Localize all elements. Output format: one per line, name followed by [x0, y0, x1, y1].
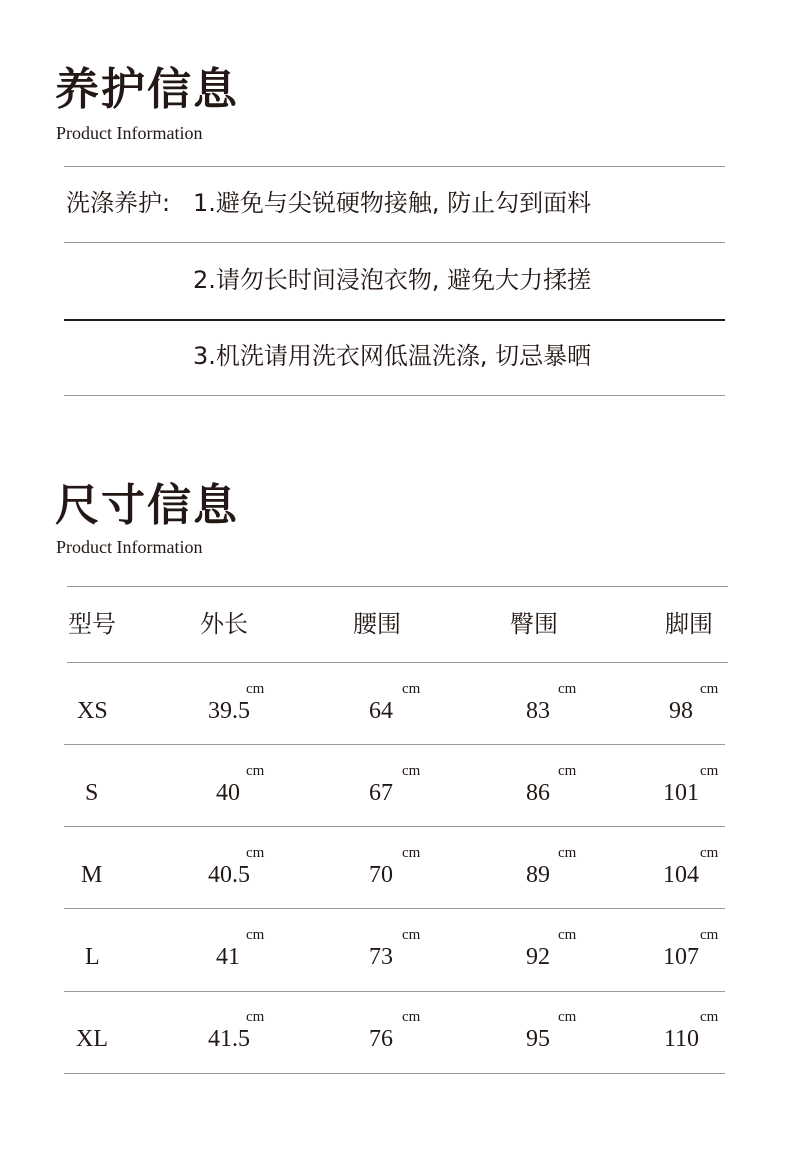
hem-value: 101 — [663, 780, 699, 806]
hip-value: 92 — [526, 944, 550, 970]
unit-label: cm — [700, 681, 719, 697]
unit-label: cm — [700, 845, 719, 861]
length-value: 39.5 — [208, 698, 250, 724]
unit-label: cm — [700, 763, 719, 779]
waist-value: 64 — [369, 698, 393, 724]
unit-label: cm — [246, 1009, 265, 1025]
hip-value: 89 — [526, 862, 550, 888]
unit-label: cm — [700, 1009, 719, 1025]
waist-value: 76 — [369, 1026, 393, 1052]
unit-label: cm — [402, 681, 421, 697]
unit-label: cm — [700, 927, 719, 943]
unit-label: cm — [246, 681, 265, 697]
unit-label: cm — [246, 845, 265, 861]
hem-value: 110 — [663, 1026, 699, 1052]
care-title: 养护信息 — [55, 64, 239, 115]
size-label: L — [85, 944, 100, 970]
length-value: 41 — [216, 944, 240, 970]
unit-label: cm — [246, 927, 265, 943]
row-divider — [64, 826, 725, 827]
unit-label: cm — [558, 681, 577, 697]
hip-value: 86 — [526, 780, 550, 806]
hem-value: 107 — [663, 944, 699, 970]
unit-label: cm — [558, 845, 577, 861]
waist-value: 67 — [369, 780, 393, 806]
length-value: 40.5 — [208, 862, 250, 888]
divider — [64, 242, 725, 243]
table-bottom-rule — [64, 1073, 725, 1074]
table-header-rule — [67, 662, 728, 663]
table-top-rule — [67, 586, 728, 587]
header-waist: 腰围 — [353, 610, 401, 638]
hip-value: 95 — [526, 1026, 550, 1052]
unit-label: cm — [402, 845, 421, 861]
divider — [64, 395, 725, 396]
care-subtitle: Product Information — [56, 123, 203, 143]
unit-label: cm — [402, 927, 421, 943]
waist-value: 73 — [369, 944, 393, 970]
divider — [64, 319, 725, 321]
size-label: XL — [76, 1026, 108, 1052]
unit-label: cm — [402, 1009, 421, 1025]
unit-label: cm — [558, 927, 577, 943]
header-model: 型号 — [68, 610, 116, 638]
unit-label: cm — [402, 763, 421, 779]
hem-value: 104 — [663, 862, 699, 888]
unit-label: cm — [558, 1009, 577, 1025]
size-label: XS — [77, 698, 108, 724]
divider — [64, 166, 725, 167]
row-divider — [64, 991, 725, 992]
hem-value: 98 — [669, 698, 693, 724]
hip-value: 83 — [526, 698, 550, 724]
size-subtitle: Product Information — [56, 537, 203, 557]
row-divider — [64, 744, 725, 745]
length-value: 40 — [216, 780, 240, 806]
care-item-3: 3.机洗请用洗衣网低温洗涤, 切忌暴晒 — [193, 342, 592, 370]
waist-value: 70 — [369, 862, 393, 888]
header-length: 外长 — [200, 610, 248, 638]
length-value: 41.5 — [208, 1026, 250, 1052]
header-hem: 脚围 — [665, 610, 713, 638]
unit-label: cm — [246, 763, 265, 779]
row-divider — [64, 908, 725, 909]
size-label: S — [85, 780, 99, 806]
size-title: 尺寸信息 — [55, 480, 239, 531]
care-item-1: 1.避免与尖锐硬物接触, 防止勾到面料 — [193, 189, 592, 217]
size-label: M — [81, 862, 103, 888]
care-item-2: 2.请勿长时间浸泡衣物, 避免大力揉搓 — [193, 266, 592, 294]
care-label: 洗涤养护: — [66, 189, 171, 217]
header-hip: 臀围 — [510, 610, 558, 638]
unit-label: cm — [558, 763, 577, 779]
